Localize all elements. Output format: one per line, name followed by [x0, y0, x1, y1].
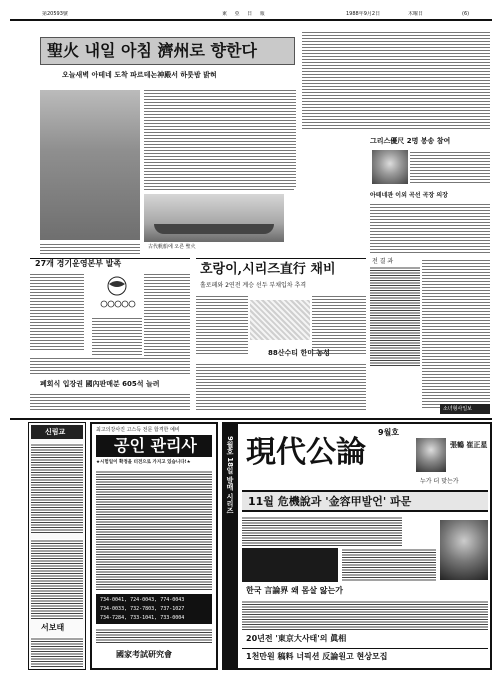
academy-phone-3: 734-7284, 733-1041, 733-0004 [100, 615, 185, 621]
greece-headline: 그리스優尺 2명 봉송 참여 [370, 137, 451, 145]
right-footer-label: 소녀형사일보 [443, 406, 472, 412]
magazine-title: 現代公論 [246, 435, 366, 470]
academy-foot: 國家考試研究會 [116, 650, 172, 659]
ad-divider [10, 418, 492, 420]
magazine-small-head: 한국 言論界 왜 몸살 앓는가 [246, 586, 343, 595]
committee-headline: 27개 경기운영본부 발족 [35, 259, 122, 268]
ship-hull [154, 224, 274, 234]
committee-body-right [144, 272, 190, 356]
magazine-bottom-2: 1천만원 稿料 너픽션 反論원고 현상모집 [246, 652, 388, 661]
page-number: (6) [462, 11, 470, 17]
magazine-portrait-2 [440, 520, 488, 580]
academy-phones [96, 594, 212, 624]
torch-photo-caption: 古代帆船에 오른 聖火 [148, 244, 196, 250]
olympic-emblem [92, 272, 142, 312]
sports-headline: 호랑이,시리즈直行 채비 [200, 262, 336, 277]
ship-photo [144, 194, 284, 242]
committee-body-left [30, 272, 84, 352]
crowd-photo [40, 90, 140, 240]
left-classifieds-text-1 [31, 443, 83, 533]
magazine-bottom-1: 20년전 '東京大사태'의 眞相 [246, 634, 347, 643]
sports-sidebar-body [196, 362, 366, 412]
left-classifieds-text-2 [31, 539, 83, 619]
magazine-crisis-box [242, 490, 488, 512]
sports-sidebar-headline: 88산수티 한미 농성 [268, 349, 330, 357]
paper-name: 東 亞 日 報 [222, 11, 268, 17]
ship-body [370, 202, 490, 254]
magazine-ad [222, 422, 492, 670]
torch-continued-text [226, 88, 296, 188]
magazine-vertical-band [224, 424, 238, 668]
academy-ad [90, 422, 218, 670]
sports-body-right [312, 294, 366, 354]
sports-score-table [250, 300, 310, 340]
left-top-ad-label: 신림교 [45, 428, 66, 436]
sports-subhead: 홀로페와 2연전 계승 선두 부채입차 추격 [200, 282, 307, 289]
committee-body-mid [92, 316, 142, 356]
magazine-body-2 [342, 548, 436, 582]
left-bottom-ad-label: 서보태 [41, 623, 65, 632]
issue-weekday: 木曜日 [408, 11, 424, 17]
magazine-right-tag: 누가 더 맞는가 [420, 478, 459, 485]
academy-title: 공인 관리사 [114, 436, 197, 455]
left-classifieds-text-3 [31, 637, 83, 667]
left-classifieds [28, 422, 86, 670]
issue-number: 第20593號 [42, 11, 68, 17]
pass-body [30, 392, 190, 412]
academy-body [96, 470, 212, 590]
academy-phone-2: 734-0033, 732-7803, 737-1027 [100, 606, 185, 612]
portrait-photo [372, 150, 408, 184]
magazine-body-3 [242, 600, 488, 630]
magazine-person: 張鶴 崔正星 [450, 441, 488, 449]
ship-headline: 아테네관 이외 곡선 곡장 의장 [370, 192, 448, 199]
magazine-body-1 [242, 516, 402, 546]
torch-subhead: 오늘새벽 아테네 도착 파르테논神殿서 하룻밤 밝혀 [62, 71, 217, 79]
magazine-bottom-bar [242, 648, 488, 664]
magazine-cover-photo [416, 438, 446, 472]
right-col-bottom-text [422, 258, 490, 408]
masthead-rule [10, 19, 492, 21]
torch-headline: 聖火 내일 아침 濟州로 향한다 [47, 41, 257, 60]
left-top-ad [31, 425, 83, 439]
results-table [370, 266, 420, 366]
magazine-feature-box [242, 548, 338, 582]
committee-body-lower [30, 356, 190, 376]
magazine-crisis: 11월 危機說과 '金容甲발언' 파문 [248, 495, 412, 508]
academy-footer-text [96, 628, 212, 644]
pass-headline: 폐회식 입장권 國內판매분 605석 늘려 [40, 380, 160, 388]
sports-body-left [196, 294, 248, 354]
torch-headline-box [40, 37, 295, 65]
right-footer-label-box [440, 404, 490, 414]
issue-date: 1988年9月2日 [346, 11, 381, 17]
crowd-caption-text [40, 242, 140, 254]
seoul-olympic-emblem-icon [92, 272, 142, 312]
academy-title-box [96, 435, 212, 457]
right-col-top-text [302, 30, 490, 130]
greece-body [410, 150, 490, 184]
academy-subhead: 최고의강사진 고스득 전문 합격한 예비 [96, 427, 180, 433]
magazine-date: 9월호 [378, 428, 400, 437]
academy-phone-1: 734-0041, 724-0043, 774-0043 [100, 597, 185, 603]
magazine-vertical-text: 9월호 18일 발매 시리즈 [226, 436, 234, 514]
academy-tag: ★시험일이 확정을 터전으로 가지고 있습니다!★ [96, 460, 191, 465]
section-rule-2 [196, 258, 366, 259]
results-label: 전 결 과 [372, 258, 394, 265]
